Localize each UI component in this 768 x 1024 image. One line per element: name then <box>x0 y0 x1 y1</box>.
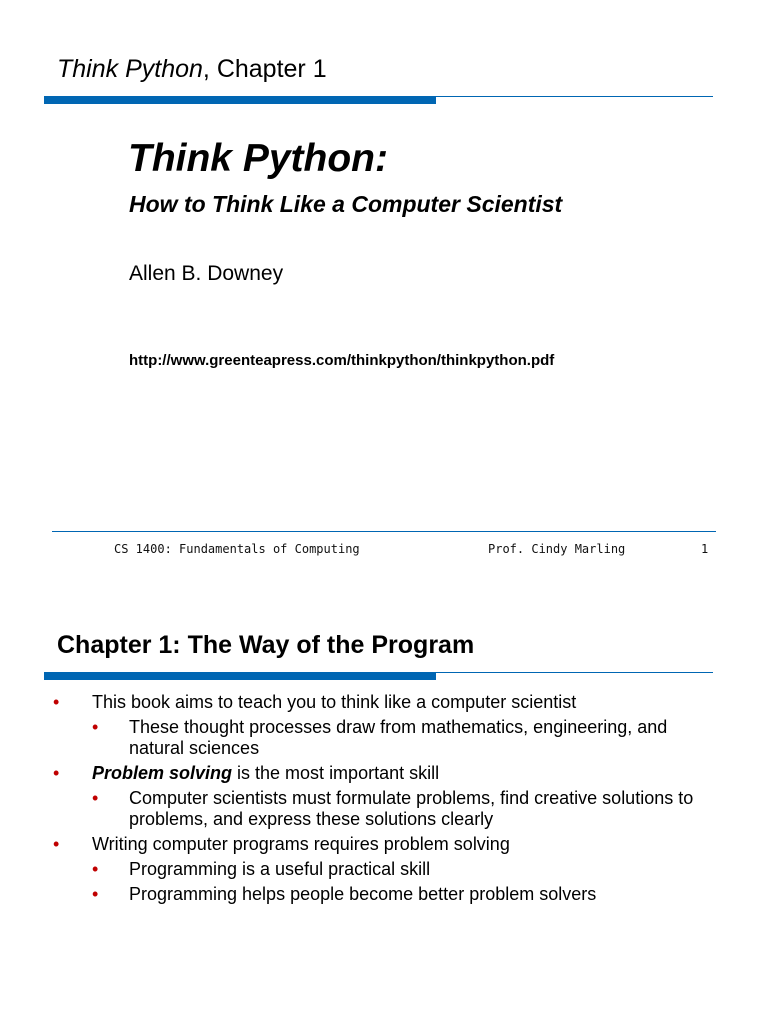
footer-instructor: Prof. Cindy Marling <box>488 542 626 556</box>
sub-bullet-item <box>0 884 768 905</box>
bullet-emphasis: Problem solving <box>92 763 233 783</box>
bullet-dot-icon: • <box>53 763 60 783</box>
sub-bullet-text: Computer scientists must formulate problems, find creative solutions to problems, and express these solutions clearly <box>129 788 694 829</box>
book-subtitle: How to Think Like a Computer Scientist <box>129 191 563 217</box>
bullet-item <box>0 834 768 855</box>
bullet-item <box>0 763 768 784</box>
slide1-title <box>57 52 327 86</box>
bullet-dot-icon: • <box>92 717 99 737</box>
bullet-text: This book aims to teach you to think like a computer scientist <box>92 692 577 712</box>
slide2-underline-thick <box>44 672 436 680</box>
slide1-title-italic: Think Python <box>57 55 203 83</box>
bullet-dot-icon: • <box>92 859 99 879</box>
bullet-item <box>0 692 768 713</box>
book-author: Allen B. Downey <box>129 262 284 285</box>
bullet-dot-icon: • <box>92 884 99 904</box>
slide2-underline-thin <box>44 672 713 673</box>
sub-bullet-text: These thought processes draw from mathematics, engineering, and natural sciences <box>129 717 668 758</box>
bullet-list <box>0 692 768 905</box>
bullet-dot-icon: • <box>92 788 99 808</box>
sub-bullet-text: Programming is a useful practical skill <box>129 859 431 879</box>
book-url-link[interactable]: http://www.greenteapress.com/thinkpython/thinkpython.pdf <box>129 352 555 369</box>
footer-course: CS 1400: Fundamentals of Computing <box>114 542 360 556</box>
book-title: Think Python: <box>128 137 388 180</box>
title-underline-thick <box>44 96 436 104</box>
title-underline-thin <box>44 96 713 97</box>
slide1-title-rest: , Chapter 1 <box>202 55 327 83</box>
slide2-title: Chapter 1: The Way of the Program <box>57 631 475 659</box>
footer-divider <box>52 531 716 532</box>
sub-bullet-item <box>0 859 768 880</box>
footer-page-number: 1 <box>701 542 709 556</box>
bullet-text: Writing computer programs requires problem solving <box>92 834 510 854</box>
bullet-dot-icon: • <box>53 834 60 854</box>
sub-bullet-item <box>0 788 768 830</box>
bullet-dot-icon: • <box>53 692 60 712</box>
sub-bullet-text: Programming helps people become better problem solvers <box>129 884 597 904</box>
bullet-text: is the most important skill <box>232 763 440 783</box>
sub-bullet-item <box>0 717 768 759</box>
